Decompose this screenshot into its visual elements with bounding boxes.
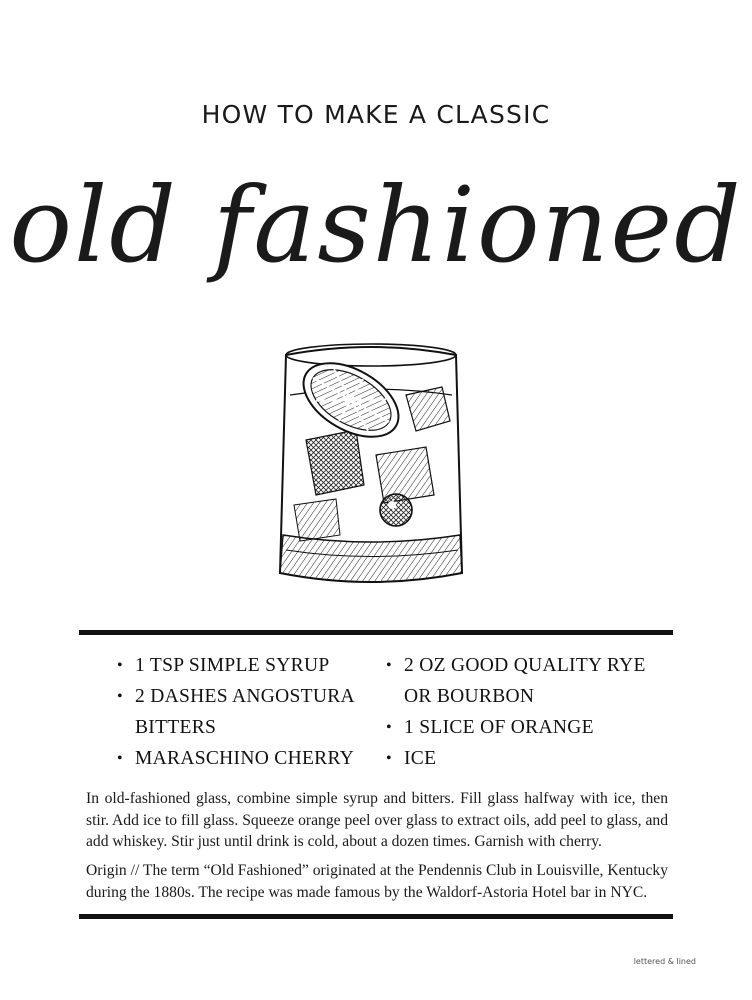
ingredient-item: [386, 743, 676, 774]
ingredient-text: ICE: [404, 748, 437, 769]
page-title: old fashioned: [9, 164, 743, 286]
bullet: •: [117, 657, 123, 674]
ingredient-item: [386, 712, 676, 743]
artist-credit: lettered & lined: [633, 957, 696, 966]
method-paragraph: In old-fashioned glass, combine simple syrup and bitters. Fill glass halfway with ice, then stir. Add ice to fill glass. Squeeze orange peel over glass to extract oils, add peel to glass, and add whiskey. Stir just until drink is cold, about a dozen times. Garnish with cherry.: [86, 790, 668, 850]
ingredient-text: 1 SLICE OF ORANGE: [404, 717, 594, 738]
ingredient-item: [117, 650, 377, 681]
ingredient-item: [117, 681, 377, 743]
ingredient-text: 2 OZ GOOD QUALITY RYE OR BOURBON: [404, 655, 646, 707]
ingredient-text: MARASCHINO CHERRY: [135, 748, 355, 769]
ingredient-item: [117, 743, 377, 774]
origin-paragraph: Origin // The term “Old Fashioned” originated at the Pendennis Club in Louisville, Kentucky during the 1880s. The recipe was made famous by the Waldorf-Astoria Hotel bar in NYC.: [86, 862, 668, 901]
ingredients-right-column: [386, 650, 676, 774]
top-divider: [79, 630, 673, 635]
page-subtitle: HOW TO MAKE A CLASSIC: [201, 100, 551, 129]
bullet: •: [386, 657, 392, 674]
old-fashioned-glass-icon: [266, 335, 476, 595]
bullet: •: [117, 688, 123, 705]
bullet: •: [117, 750, 123, 767]
ingredient-text: 1 TSP SIMPLE SYRUP: [135, 655, 330, 676]
ingredient-text: 2 DASHES ANGOSTURA BITTERS: [135, 686, 354, 738]
bottom-divider: [79, 914, 673, 919]
bullet: •: [386, 719, 392, 736]
ingredient-item: [386, 650, 676, 712]
bullet: •: [386, 750, 392, 767]
ingredients-left-column: [117, 650, 377, 774]
